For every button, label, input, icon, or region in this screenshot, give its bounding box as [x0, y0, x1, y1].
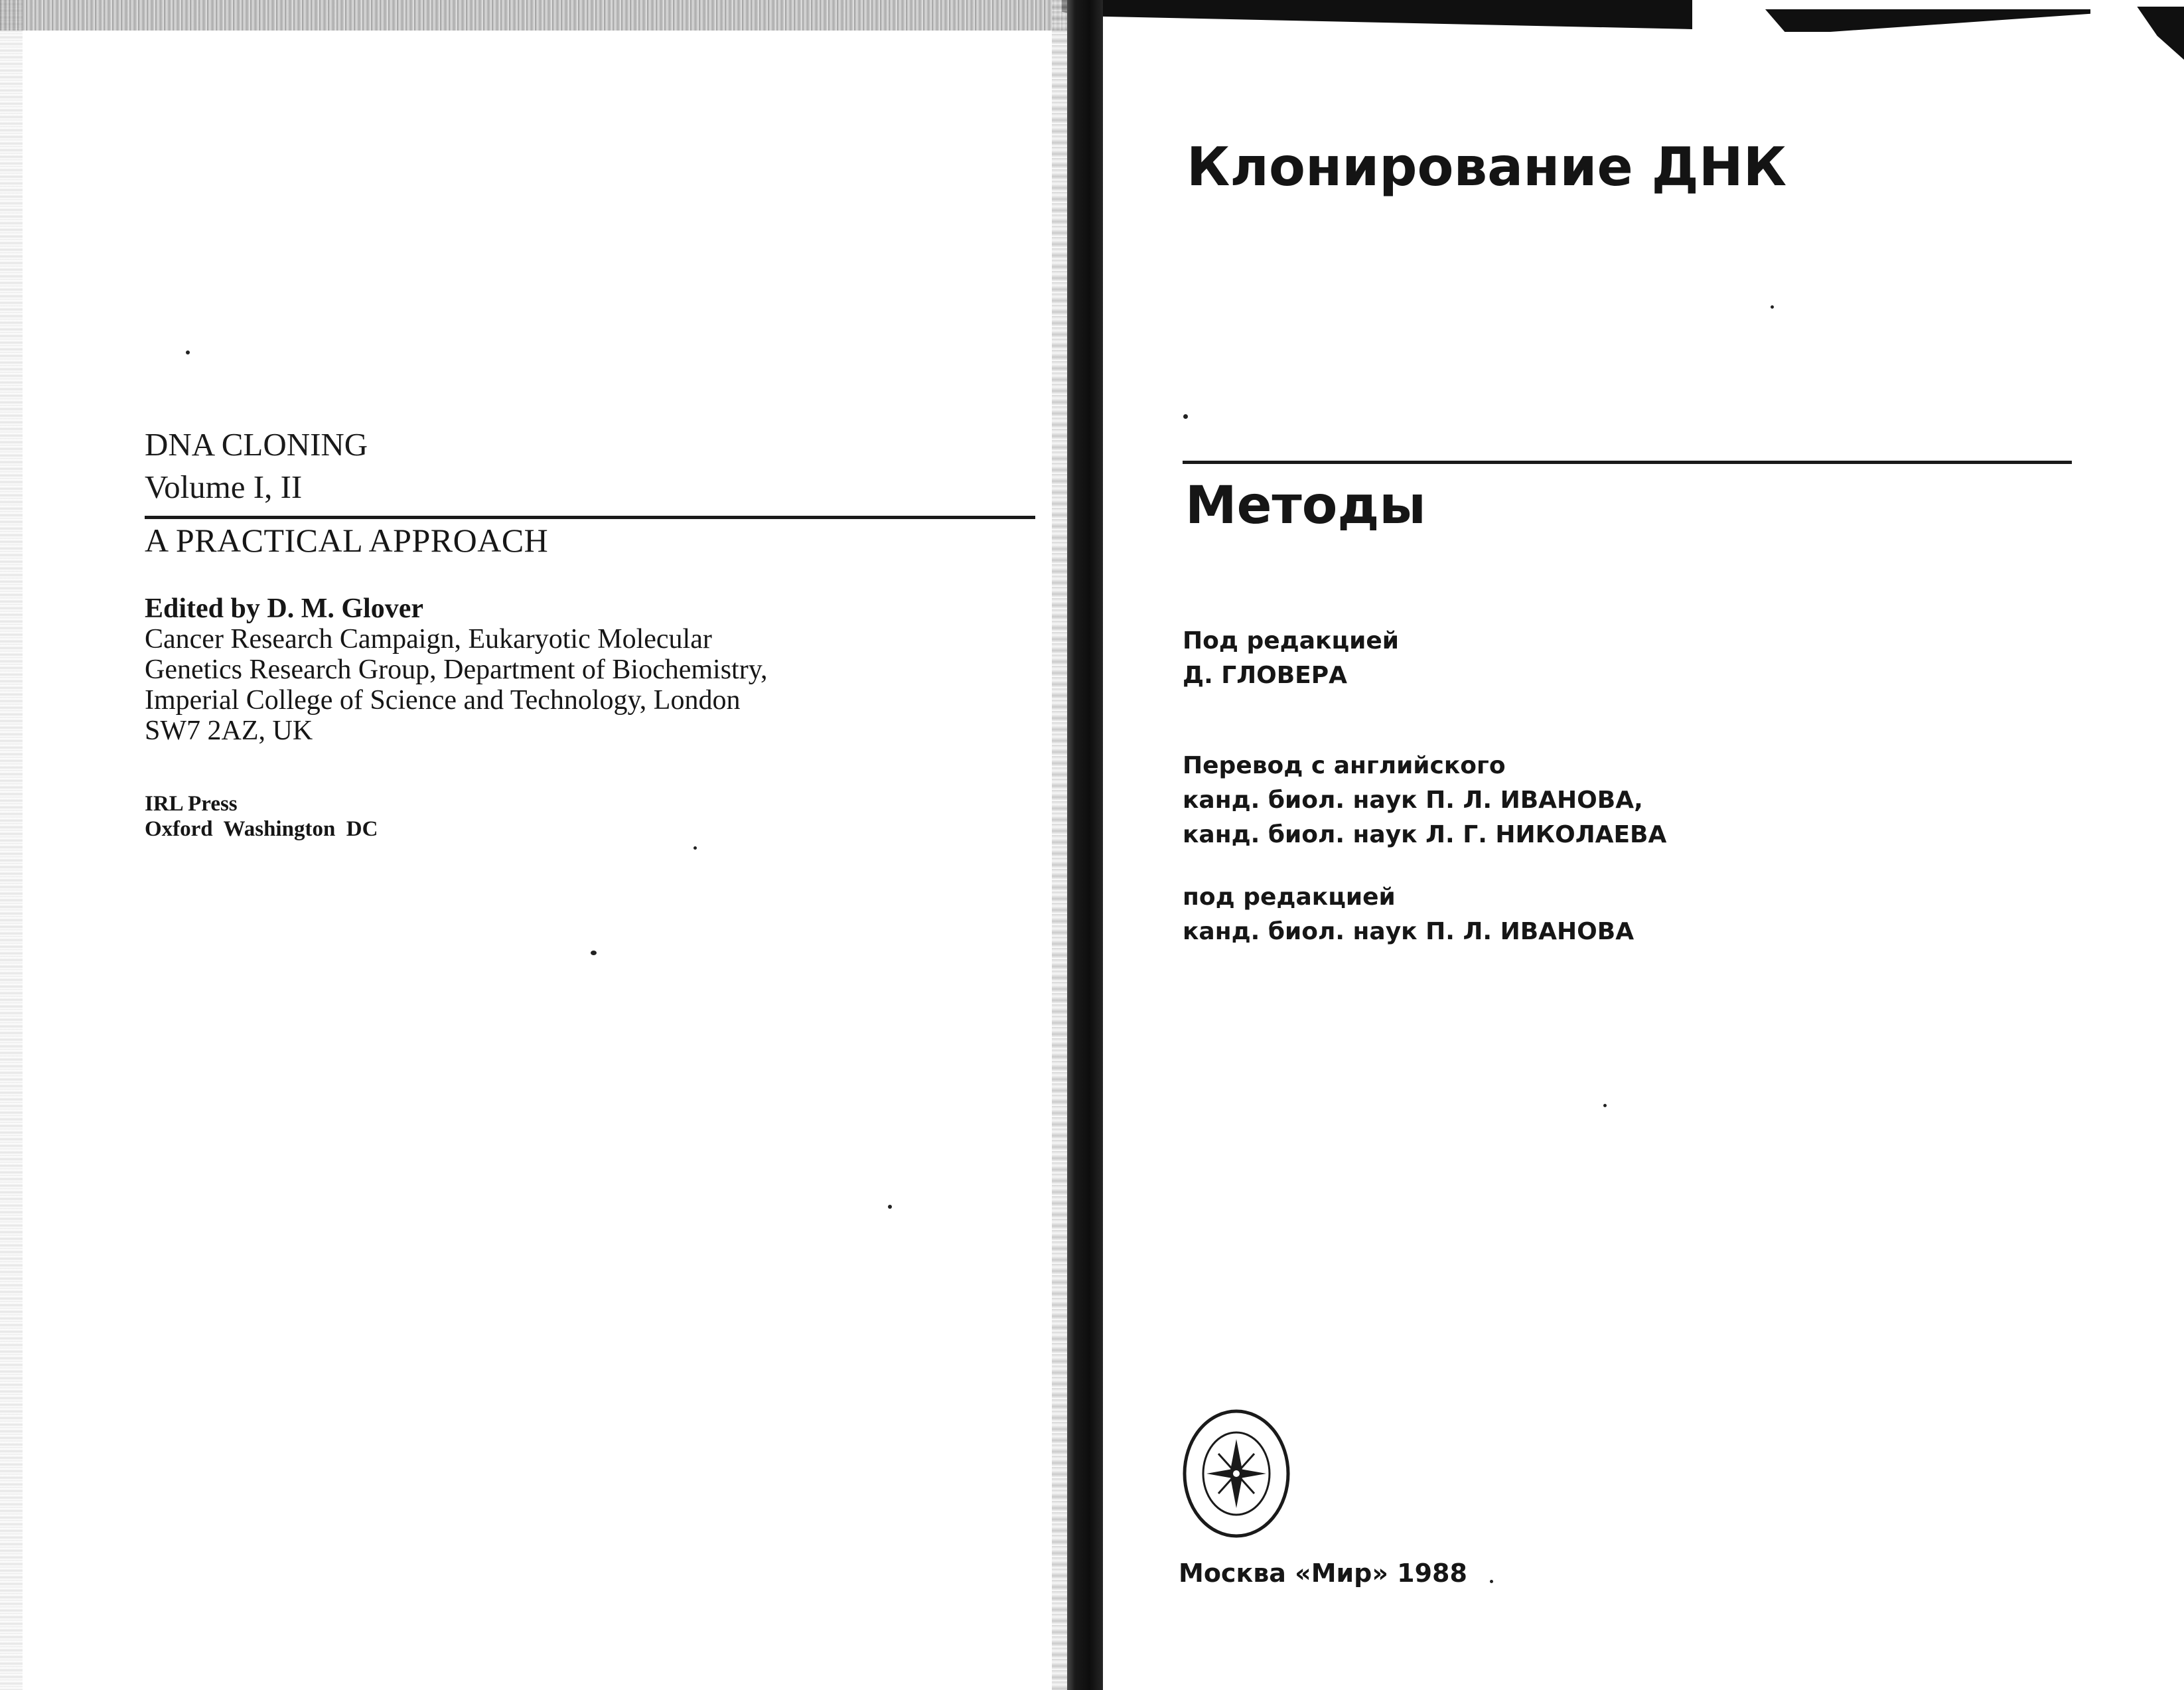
edited-label: Под редакцией — [1183, 627, 1400, 654]
affiliation-line: SW7 2AZ, UK — [145, 716, 313, 746]
affiliation-line: Cancer Research Campaign, Eukaryotic Molecular — [145, 624, 712, 654]
russian-imprint: Москва «Мир» 1988 — [1179, 1559, 1467, 1588]
translation-label: Перевод с английского — [1183, 752, 1506, 779]
scan-speck — [186, 350, 190, 354]
scan-speck — [1490, 1580, 1493, 1583]
editor-name: Д. ГЛОВЕРА — [1183, 662, 1347, 689]
edited-by-label: Edited by D. M. Glover — [145, 593, 423, 624]
russian-title-rule — [1183, 461, 2072, 464]
affiliation-line: Genetics Research Group, Department of Biochemistry, — [145, 654, 768, 685]
english-volume-line: Volume I, II — [145, 469, 303, 505]
translation-editor: канд. биол. наук П. Л. ИВАНОВА — [1183, 918, 1635, 945]
russian-editor-block — [1183, 624, 1399, 693]
translation-editor-block — [1183, 880, 1634, 949]
translator-line: канд. биол. наук П. Л. ИВАНОВА, — [1183, 787, 1643, 814]
scan-edge-left — [0, 0, 23, 1690]
series-title: A PRACTICAL APPROACH — [145, 522, 549, 559]
scan-speck — [1183, 414, 1188, 419]
english-publisher — [145, 791, 378, 842]
english-editor — [145, 593, 423, 624]
russian-title: Клонирование ДНК — [1187, 136, 1787, 198]
scan-speck — [888, 1205, 892, 1209]
english-title — [145, 423, 368, 508]
russian-subtitle: Методы — [1185, 476, 1426, 536]
publisher-cities: Oxford Washington DC — [145, 817, 378, 841]
scan-speck — [1603, 1104, 1607, 1107]
scan-edge-top-right-2 — [1765, 9, 2090, 32]
english-title-line: DNA CLONING — [145, 426, 368, 463]
translation-block — [1183, 749, 1666, 852]
publisher-name: IRL Press — [145, 792, 238, 816]
translator-line: канд. биол. наук Л. Г. НИКОЛАЕВА — [1183, 821, 1667, 848]
book-gutter-shadow — [1052, 0, 1068, 1690]
book-spine — [1067, 0, 1103, 1690]
scan-speck — [693, 846, 697, 850]
affiliation-line: Imperial College of Science and Technology, London — [145, 685, 741, 716]
mir-publisher-logo — [1180, 1407, 1293, 1540]
translation-edit-label: под редакцией — [1183, 883, 1396, 911]
scan-edge-corner — [2117, 7, 2184, 60]
editor-affiliation — [145, 624, 941, 746]
scan-speck — [591, 951, 597, 955]
scan-edge-top-right — [1062, 0, 1692, 29]
scan-edge-top — [0, 0, 1075, 31]
scan-speck — [1771, 305, 1774, 309]
